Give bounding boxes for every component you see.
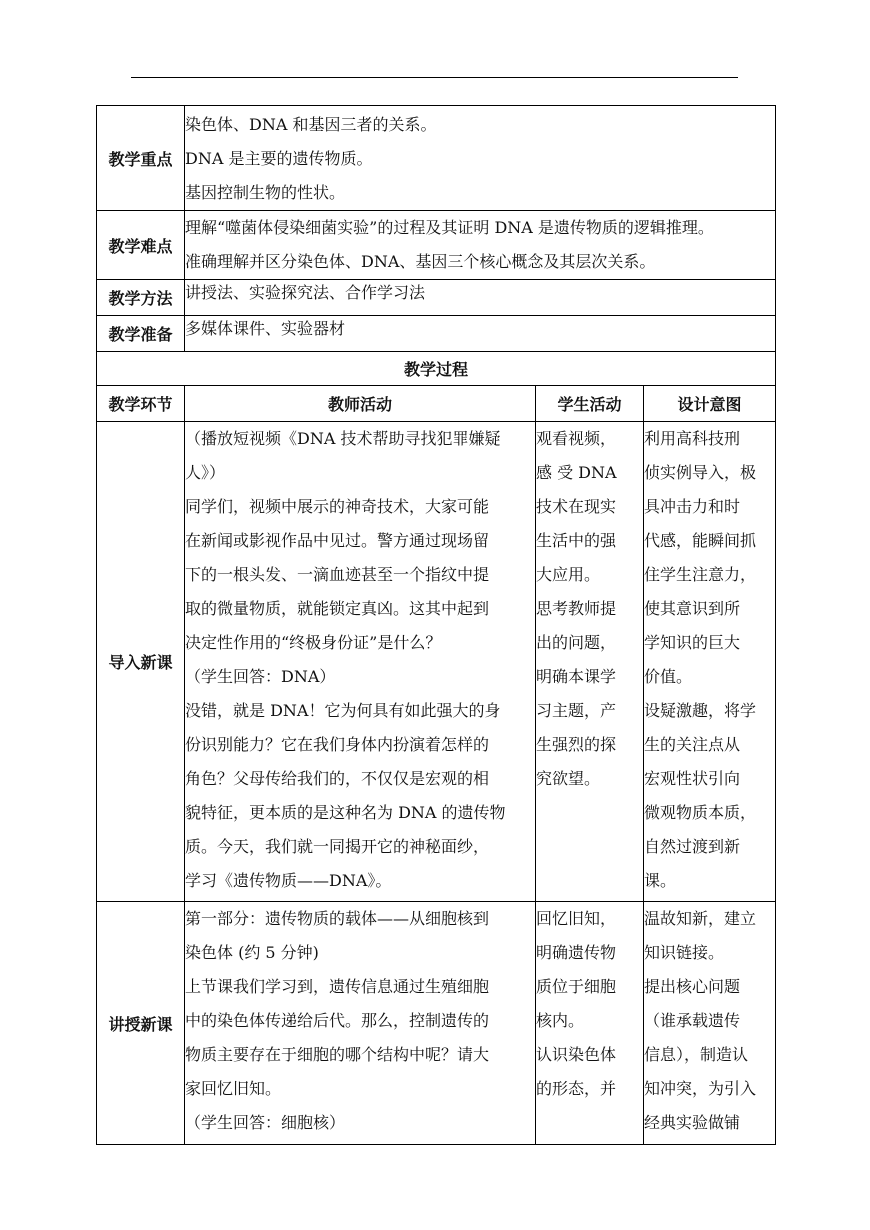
cell-line: 角色？父母传给我们的，不仅仅是宏观的相 xyxy=(185,769,490,788)
student-activity xyxy=(536,422,644,902)
cell-line: 没错，就是 DNA！它为何具有如此强大的身 xyxy=(185,701,501,720)
cell-line: 明确本课学 xyxy=(536,667,617,686)
cell-line: 知冲突，为引入 xyxy=(644,1079,757,1098)
cell-line: 质。今天，我们就一同揭开它的神秘面纱， xyxy=(185,837,490,856)
cell-line: 信息），制造认 xyxy=(644,1045,749,1064)
cell-line: （谁承载遗传 xyxy=(644,1011,741,1030)
row-preparation xyxy=(97,316,776,352)
key-point-line: 基因控制生物的性状。 xyxy=(185,183,346,202)
process-title: 教学过程 xyxy=(97,352,776,386)
difficulty-line: 准确理解并区分染色体、DNA、基因三个核心概念及其层次关系。 xyxy=(185,252,656,271)
key-point-line: 染色体、DNA 和基因三者的关系。 xyxy=(185,115,437,134)
cell-line: 染色体 (约 5 分钟) xyxy=(185,943,319,962)
cell-line: 大应用。 xyxy=(536,565,601,584)
cell-line: 人》） xyxy=(185,463,226,482)
row-column-headers xyxy=(97,386,776,422)
cell-line: 提出核心问题 xyxy=(644,977,741,996)
difficulties-content xyxy=(185,211,776,280)
cell-line: 出的问题， xyxy=(536,633,617,652)
preparation-label: 教学准备 xyxy=(97,316,185,352)
key-points-label: 教学重点 xyxy=(97,106,185,211)
cell-line: 生的关注点从 xyxy=(644,735,741,754)
cell-line: 代感，能瞬间抓 xyxy=(644,531,757,550)
cell-line: 貌特征，更本质的是这种名为 DNA 的遗传物 xyxy=(185,803,506,822)
cell-line: 具冲击力和时 xyxy=(644,497,741,516)
header-teacher: 教师活动 xyxy=(185,386,536,422)
cell-line: 利用高科技刑 xyxy=(644,429,741,448)
cell-line: 决定性作用的“终极身份证”是什么？ xyxy=(185,633,442,652)
cell-line: 究欲望。 xyxy=(536,769,601,788)
row-methods xyxy=(97,280,776,316)
cell-line: 同学们，视频中展示的神奇技术，大家可能 xyxy=(185,497,490,516)
cell-line: 知识链接。 xyxy=(644,943,725,962)
teacher-activity xyxy=(185,902,536,1145)
table-row xyxy=(97,422,776,902)
cell-line: 技术在现实 xyxy=(536,497,617,516)
header-student: 学生活动 xyxy=(536,386,644,422)
cell-line: （学生回答：DNA） xyxy=(185,667,336,686)
lesson-plan-table xyxy=(96,105,776,1145)
cell-line: 回忆旧知， xyxy=(536,909,617,928)
key-point-line: DNA 是主要的遗传物质。 xyxy=(185,149,373,168)
cell-line: 观看视频， xyxy=(536,429,617,448)
cell-line: 经典实验做铺 xyxy=(644,1113,741,1132)
cell-line: 温故知新，建立 xyxy=(644,909,757,928)
cell-line: 取的微量物质，就能锁定真凶。这其中起到 xyxy=(185,599,490,618)
student-activity xyxy=(536,902,644,1145)
table-row xyxy=(97,902,776,1145)
cell-line: 明确遗传物 xyxy=(536,943,617,962)
cell-line: 自然过渡到新 xyxy=(644,837,741,856)
cell-line: 生强烈的探 xyxy=(536,735,617,754)
key-points-content xyxy=(185,106,776,211)
stage-label: 导入新课 xyxy=(97,422,185,902)
cell-line: 设疑激趣，将学 xyxy=(644,701,757,720)
design-intent xyxy=(644,422,776,902)
cell-line: 的形态，并 xyxy=(536,1079,617,1098)
row-process-title xyxy=(97,352,776,386)
cell-line: 感 受 DNA xyxy=(536,463,617,482)
cell-line: 微观物质本质， xyxy=(644,803,757,822)
cell-line: 上节课我们学习到，遗传信息通过生殖细胞 xyxy=(185,977,490,996)
stage-label: 讲授新课 xyxy=(97,902,185,1145)
cell-line: 课。 xyxy=(644,871,677,890)
methods-label: 教学方法 xyxy=(97,280,185,316)
cell-line: 生活中的强 xyxy=(536,531,617,550)
cell-line: （学生回答：细胞核） xyxy=(185,1113,346,1132)
header-rule xyxy=(131,77,738,78)
cell-line: 侦实例导入，极 xyxy=(644,463,757,482)
cell-line: 学知识的巨大 xyxy=(644,633,741,652)
cell-line: 物质主要存在于细胞的哪个结构中呢？请大 xyxy=(185,1045,490,1064)
cell-line: 第一部分：遗传物质的载体——从细胞核到 xyxy=(185,909,490,928)
design-intent xyxy=(644,902,776,1145)
cell-line: 认识染色体 xyxy=(536,1045,617,1064)
cell-line: 家回忆旧知。 xyxy=(185,1079,282,1098)
cell-line: （播放短视频《DNA 技术帮助寻找犯罪嫌疑 xyxy=(185,429,501,448)
cell-line: 习主题，产 xyxy=(536,701,617,720)
header-intent: 设计意图 xyxy=(644,386,776,422)
preparation-content: 多媒体课件、实验器材 xyxy=(185,316,776,352)
cell-line: 思考教师提 xyxy=(536,599,617,618)
teacher-activity xyxy=(185,422,536,902)
cell-line: 下的一根头发、一滴血迹甚至一个指纹中提 xyxy=(185,565,490,584)
cell-line: 住学生注意力， xyxy=(644,565,757,584)
difficulty-line: 理解“噬菌体侵染细菌实验”的过程及其证明 DNA 是遗传物质的逻辑推理。 xyxy=(185,218,714,237)
cell-line: 使其意识到所 xyxy=(644,599,741,618)
row-difficulties xyxy=(97,211,776,280)
row-key-points xyxy=(97,106,776,211)
cell-line: 份识别能力？它在我们身体内扮演着怎样的 xyxy=(185,735,490,754)
cell-line: 学习《遗传物质——DNA》。 xyxy=(185,871,392,890)
cell-line: 宏观性状引向 xyxy=(644,769,741,788)
cell-line: 中的染色体传递给后代。那么，控制遗传的 xyxy=(185,1011,490,1030)
cell-line: 核内。 xyxy=(536,1011,585,1030)
cell-line: 在新闻或影视作品中见过。警方通过现场留 xyxy=(185,531,490,550)
cell-line: 价值。 xyxy=(644,667,693,686)
methods-content: 讲授法、实验探究法、合作学习法 xyxy=(185,280,776,316)
cell-line: 质位于细胞 xyxy=(536,977,617,996)
difficulties-label: 教学难点 xyxy=(97,211,185,280)
header-stage: 教学环节 xyxy=(97,386,185,422)
